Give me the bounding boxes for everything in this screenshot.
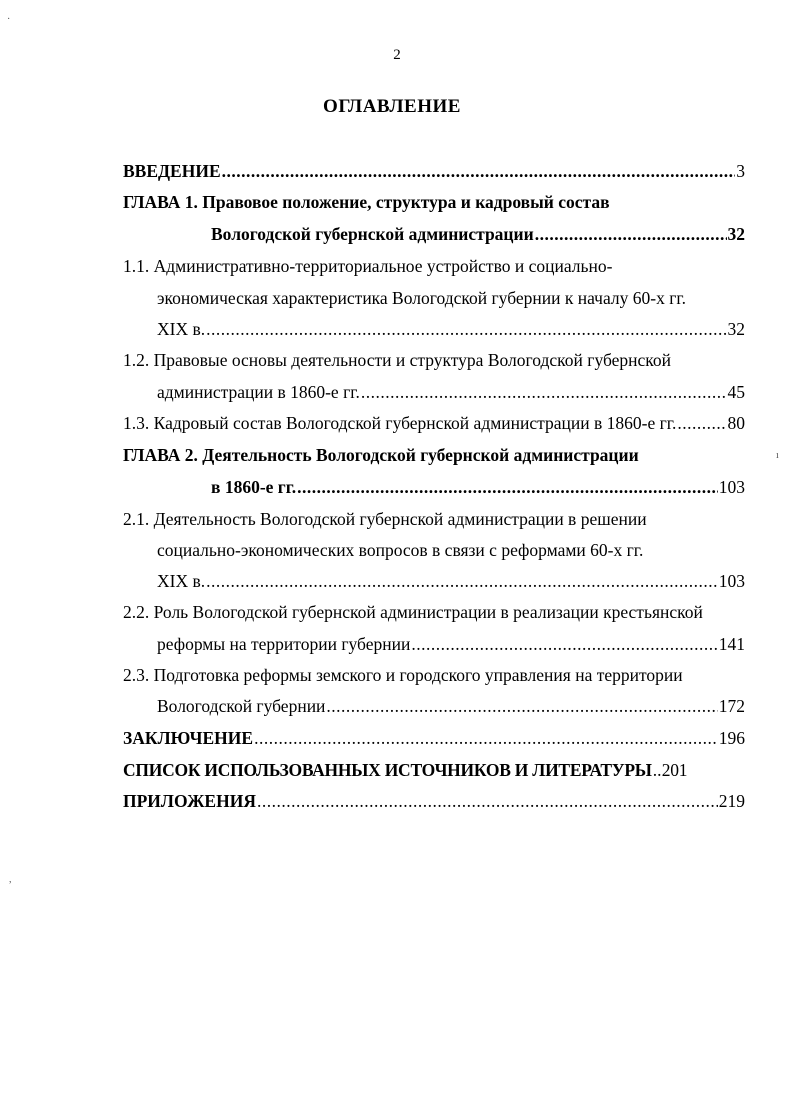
toc-page-number: 32	[727, 319, 745, 339]
toc-entry-section-2-1-cont[interactable]	[157, 537, 745, 563]
dot-leader	[257, 788, 718, 814]
toc-page-number: 3	[736, 161, 745, 181]
toc-entry-section-1-1-cont[interactable]	[157, 285, 745, 311]
toc-page-number: 103	[718, 571, 745, 591]
toc-entry-chapter-2[interactable]	[123, 442, 745, 468]
toc-entry-section-2-1-cont2[interactable]	[157, 568, 745, 594]
toc-entry-title-cont: экономическая характеристика Вологодской губернии к началу 60-х гг.	[157, 288, 686, 308]
toc-entry-section-2-2-cont[interactable]	[157, 631, 745, 657]
toc-entry-title: 1.3. Кадровый состав Вологодской губернской администрации в 1860-е гг.	[123, 413, 677, 433]
toc-entry-title: 1.2. Правовые основы деятельности и структура Вологодской губернской	[123, 350, 672, 370]
toc-entry-title: ГЛАВА 1. Правовое положение, структура и кадровый состав	[123, 192, 610, 212]
toc-entry-title-cont: администрации в 1860-е гг.	[157, 382, 360, 402]
toc-entry-title: ГЛАВА 2. Деятельность Вологодской губернской администрации	[123, 445, 639, 465]
dot-leader	[361, 379, 727, 405]
toc-entry-chapter-2-cont[interactable]	[211, 474, 745, 500]
toc-entry-title-cont: в 1860-е гг.	[211, 477, 297, 497]
toc-entry-section-2-3[interactable]	[123, 662, 745, 688]
page-title: ОГЛАВЛЕНИЕ	[323, 96, 461, 117]
toc-entry-section-2-2[interactable]	[123, 599, 745, 625]
toc-entry-introduction[interactable]	[123, 158, 745, 184]
toc-entry-section-1-1[interactable]	[123, 253, 745, 279]
toc-page-number: 219	[718, 791, 745, 811]
dot-leader	[677, 410, 726, 436]
toc-page-number: 141	[718, 634, 745, 654]
toc-entry-title: СПИСОК ИСПОЛЬЗОВАННЫХ ИСТОЧНИКОВ И ЛИТЕРАТУРЫ	[123, 760, 652, 780]
toc-entry-title-cont: Вологодской губернской администрации	[211, 224, 534, 244]
toc-entry-title: ЗАКЛЮЧЕНИЕ	[123, 728, 254, 748]
toc-entry-section-2-3-cont[interactable]	[157, 693, 745, 719]
toc-entry-title: 1.1. Административно-территориальное устройство и социально-	[123, 256, 613, 276]
toc-entry-title: ВВЕДЕНИЕ	[123, 161, 221, 181]
toc-entry-appendix[interactable]	[123, 788, 745, 814]
toc-entry-title: 2.1. Деятельность Вологодской губернской администрации в решении	[123, 509, 647, 529]
toc-entry-sources[interactable]	[123, 757, 745, 783]
scan-speck: ·	[7, 14, 11, 25]
toc-entry-chapter-1-cont[interactable]	[211, 221, 745, 247]
dot-leader	[535, 221, 727, 247]
dot-leader	[254, 725, 718, 751]
toc-entry-title: 2.2. Роль Вологодской губернской администрации в реализации крестьянской	[123, 602, 703, 622]
toc-entry-section-1-2-cont[interactable]	[157, 379, 745, 405]
toc-entry-section-2-1[interactable]	[123, 506, 745, 532]
dot-leader	[297, 474, 718, 500]
dot-leader	[326, 693, 717, 719]
dot-leader	[206, 316, 726, 342]
toc-entry-section-1-2[interactable]	[123, 347, 745, 373]
toc-page-number: 103	[718, 477, 745, 497]
toc-page-number: 172	[718, 696, 745, 716]
toc-page-number: 32	[727, 224, 745, 244]
toc-page-number: 196	[718, 728, 745, 748]
toc-entry-section-1-3[interactable]	[123, 410, 745, 436]
dot-leader	[653, 757, 661, 783]
dot-leader	[222, 158, 736, 184]
toc-entry-title-cont: XIX в.	[157, 571, 206, 591]
page-number: 2	[393, 47, 401, 63]
scan-speck: ı	[776, 450, 779, 461]
toc-entry-conclusion[interactable]	[123, 725, 745, 751]
toc-entry-title-cont: реформы на территории губернии	[157, 634, 411, 654]
toc-entry-title: ПРИЛОЖЕНИЯ	[123, 791, 256, 811]
toc-page-number: 80	[727, 413, 745, 433]
toc-entry-section-1-1-cont2[interactable]	[157, 316, 745, 342]
toc-entry-title-cont: Вологодской губернии	[157, 696, 326, 716]
toc-page-number: 45	[727, 382, 745, 402]
toc-page-number: 201	[661, 760, 688, 780]
dot-leader	[411, 631, 717, 657]
scan-speck: ,	[9, 874, 12, 885]
toc-entry-chapter-1[interactable]	[123, 189, 745, 215]
toc-entry-title-cont: XIX в.	[157, 319, 206, 339]
toc-entry-title: 2.3. Подготовка реформы земского и городского управления на территории	[123, 665, 683, 685]
dot-leader	[206, 568, 718, 594]
toc-entry-title-cont: социально-экономических вопросов в связи с реформами 60-х гг.	[157, 540, 644, 560]
